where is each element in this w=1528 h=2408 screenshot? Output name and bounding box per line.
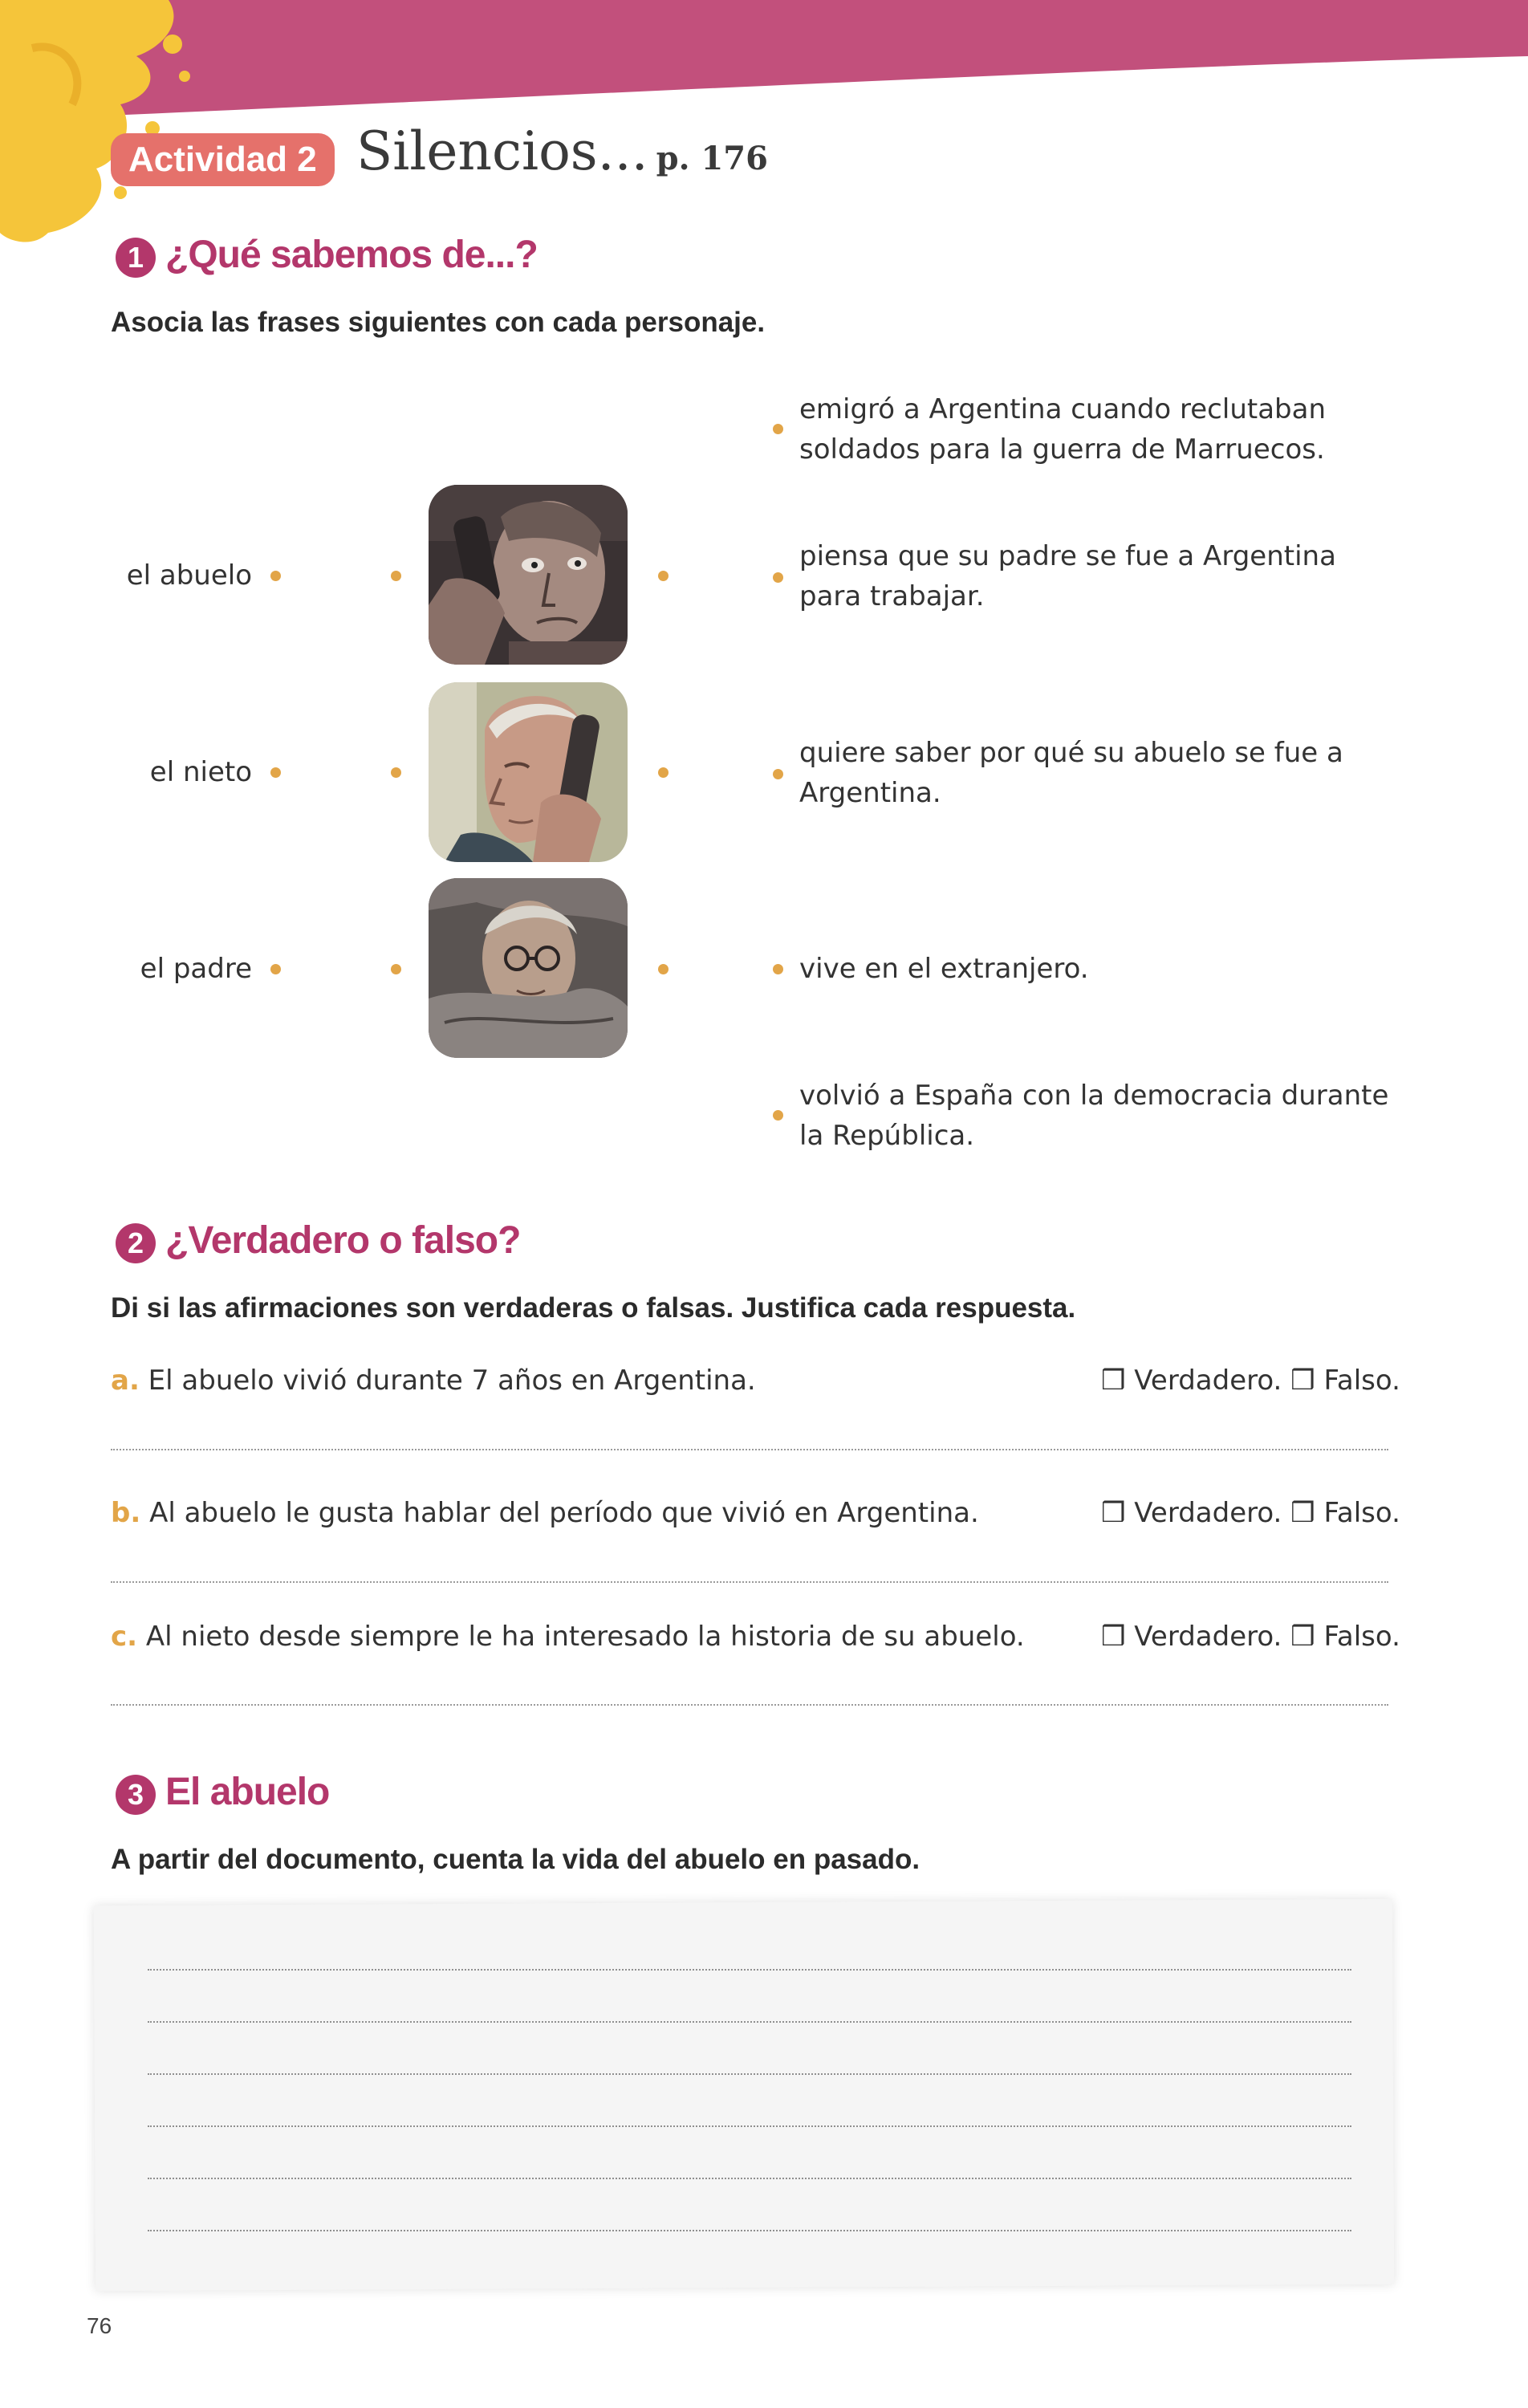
elderly-man-in-bed-icon [429, 878, 628, 1058]
section-title-3: El abuelo [165, 1771, 330, 1813]
match-dot-phrase-1[interactable] [773, 424, 783, 434]
match-dot-portrait-right-2[interactable] [658, 767, 668, 778]
phrase-4-line-1: vive en el extranjero. [799, 953, 1089, 985]
answer-line-a[interactable] [111, 1449, 1388, 1450]
phrase-3-line-2: Argentina. [799, 777, 941, 809]
character-nieto: el nieto [149, 756, 252, 788]
phrase-1-line-2: soldados para la guerra de Marruecos. [799, 433, 1325, 466]
phrase-2-line-1: piensa que su padre se fue a Argentina [799, 540, 1336, 572]
match-dot-character-2[interactable] [270, 767, 281, 778]
old-man-on-phone-icon [429, 682, 628, 862]
match-dot-phrase-4[interactable] [773, 964, 783, 974]
title-text: Silencios... [356, 120, 648, 182]
section-title-1: ¿Qué sabemos de...? [165, 234, 538, 276]
writing-line-6[interactable] [148, 2230, 1351, 2231]
match-dot-character-1[interactable] [270, 571, 281, 581]
statement-a-text: El abuelo vivió durante 7 años en Argentina. [148, 1365, 756, 1397]
match-dot-phrase-3[interactable] [773, 769, 783, 779]
match-dot-portrait-left-3[interactable] [391, 964, 401, 974]
match-dot-portrait-right-1[interactable] [658, 571, 668, 581]
page-reference: p. 176 [656, 140, 768, 177]
statement-b-letter: b. [111, 1497, 141, 1529]
statement-a-letter: a. [111, 1365, 140, 1397]
true-false-options-b[interactable]: ❒ Verdadero. ❒ Falso. [1101, 1497, 1400, 1529]
instruction-2: Di si las afirmaciones son verdaderas o falsas. Justifica cada respuesta. [111, 1292, 1076, 1324]
statement-b [111, 1493, 979, 1533]
phrase-5-line-2: la República. [799, 1120, 975, 1152]
instruction-1: Asocia las frases siguientes con cada personaje. [111, 307, 766, 338]
match-dot-phrase-2[interactable] [773, 572, 783, 583]
answer-line-b[interactable] [111, 1581, 1388, 1583]
paint-splash-decoration [0, 0, 241, 257]
statement-a [111, 1361, 756, 1401]
match-dot-phrase-5[interactable] [773, 1110, 783, 1121]
phrase-2-line-2: para trabajar. [799, 580, 985, 612]
writing-line-5[interactable] [148, 2178, 1351, 2179]
writing-paper [94, 1899, 1394, 2291]
section-number-2: 2 [116, 1223, 156, 1263]
writing-line-1[interactable] [148, 1969, 1351, 1971]
phrase-3-line-1: quiere saber por qué su abuelo se fue a [799, 737, 1343, 769]
writing-line-4[interactable] [148, 2125, 1351, 2127]
statement-c [111, 1617, 1025, 1657]
match-dot-portrait-right-3[interactable] [658, 964, 668, 974]
writing-line-3[interactable] [148, 2073, 1351, 2075]
section-number-3: 3 [116, 1775, 156, 1815]
man-on-phone-icon [429, 485, 628, 665]
answer-line-c[interactable] [111, 1704, 1388, 1706]
statement-c-letter: c. [111, 1621, 138, 1653]
match-dot-portrait-left-1[interactable] [391, 571, 401, 581]
phrase-1-line-1: emigró a Argentina cuando reclutaban [799, 393, 1326, 425]
page-title [356, 120, 768, 182]
statement-c-text: Al nieto desde siempre le ha interesado la historia de su abuelo. [145, 1621, 1025, 1653]
instruction-3: A partir del documento, cuenta la vida del abuelo en pasado. [111, 1844, 920, 1875]
writing-line-2[interactable] [148, 2021, 1351, 2023]
page-number: 76 [87, 2313, 112, 2338]
match-dot-character-3[interactable] [270, 964, 281, 974]
activity-badge: Actividad 2 [111, 133, 335, 186]
character-abuelo: el abuelo [126, 559, 252, 592]
true-false-options-c[interactable]: ❒ Verdadero. ❒ Falso. [1101, 1621, 1400, 1653]
section-title-2: ¿Verdadero o falso? [165, 1219, 521, 1262]
statement-b-text: Al abuelo le gusta hablar del período que vivió en Argentina. [149, 1497, 979, 1529]
match-dot-portrait-left-2[interactable] [391, 767, 401, 778]
true-false-options-a[interactable]: ❒ Verdadero. ❒ Falso. [1101, 1365, 1400, 1397]
phrase-5-line-1: volvió a España con la democracia durante [799, 1080, 1389, 1112]
character-padre: el padre [140, 953, 252, 985]
section-number-1: 1 [116, 238, 156, 278]
